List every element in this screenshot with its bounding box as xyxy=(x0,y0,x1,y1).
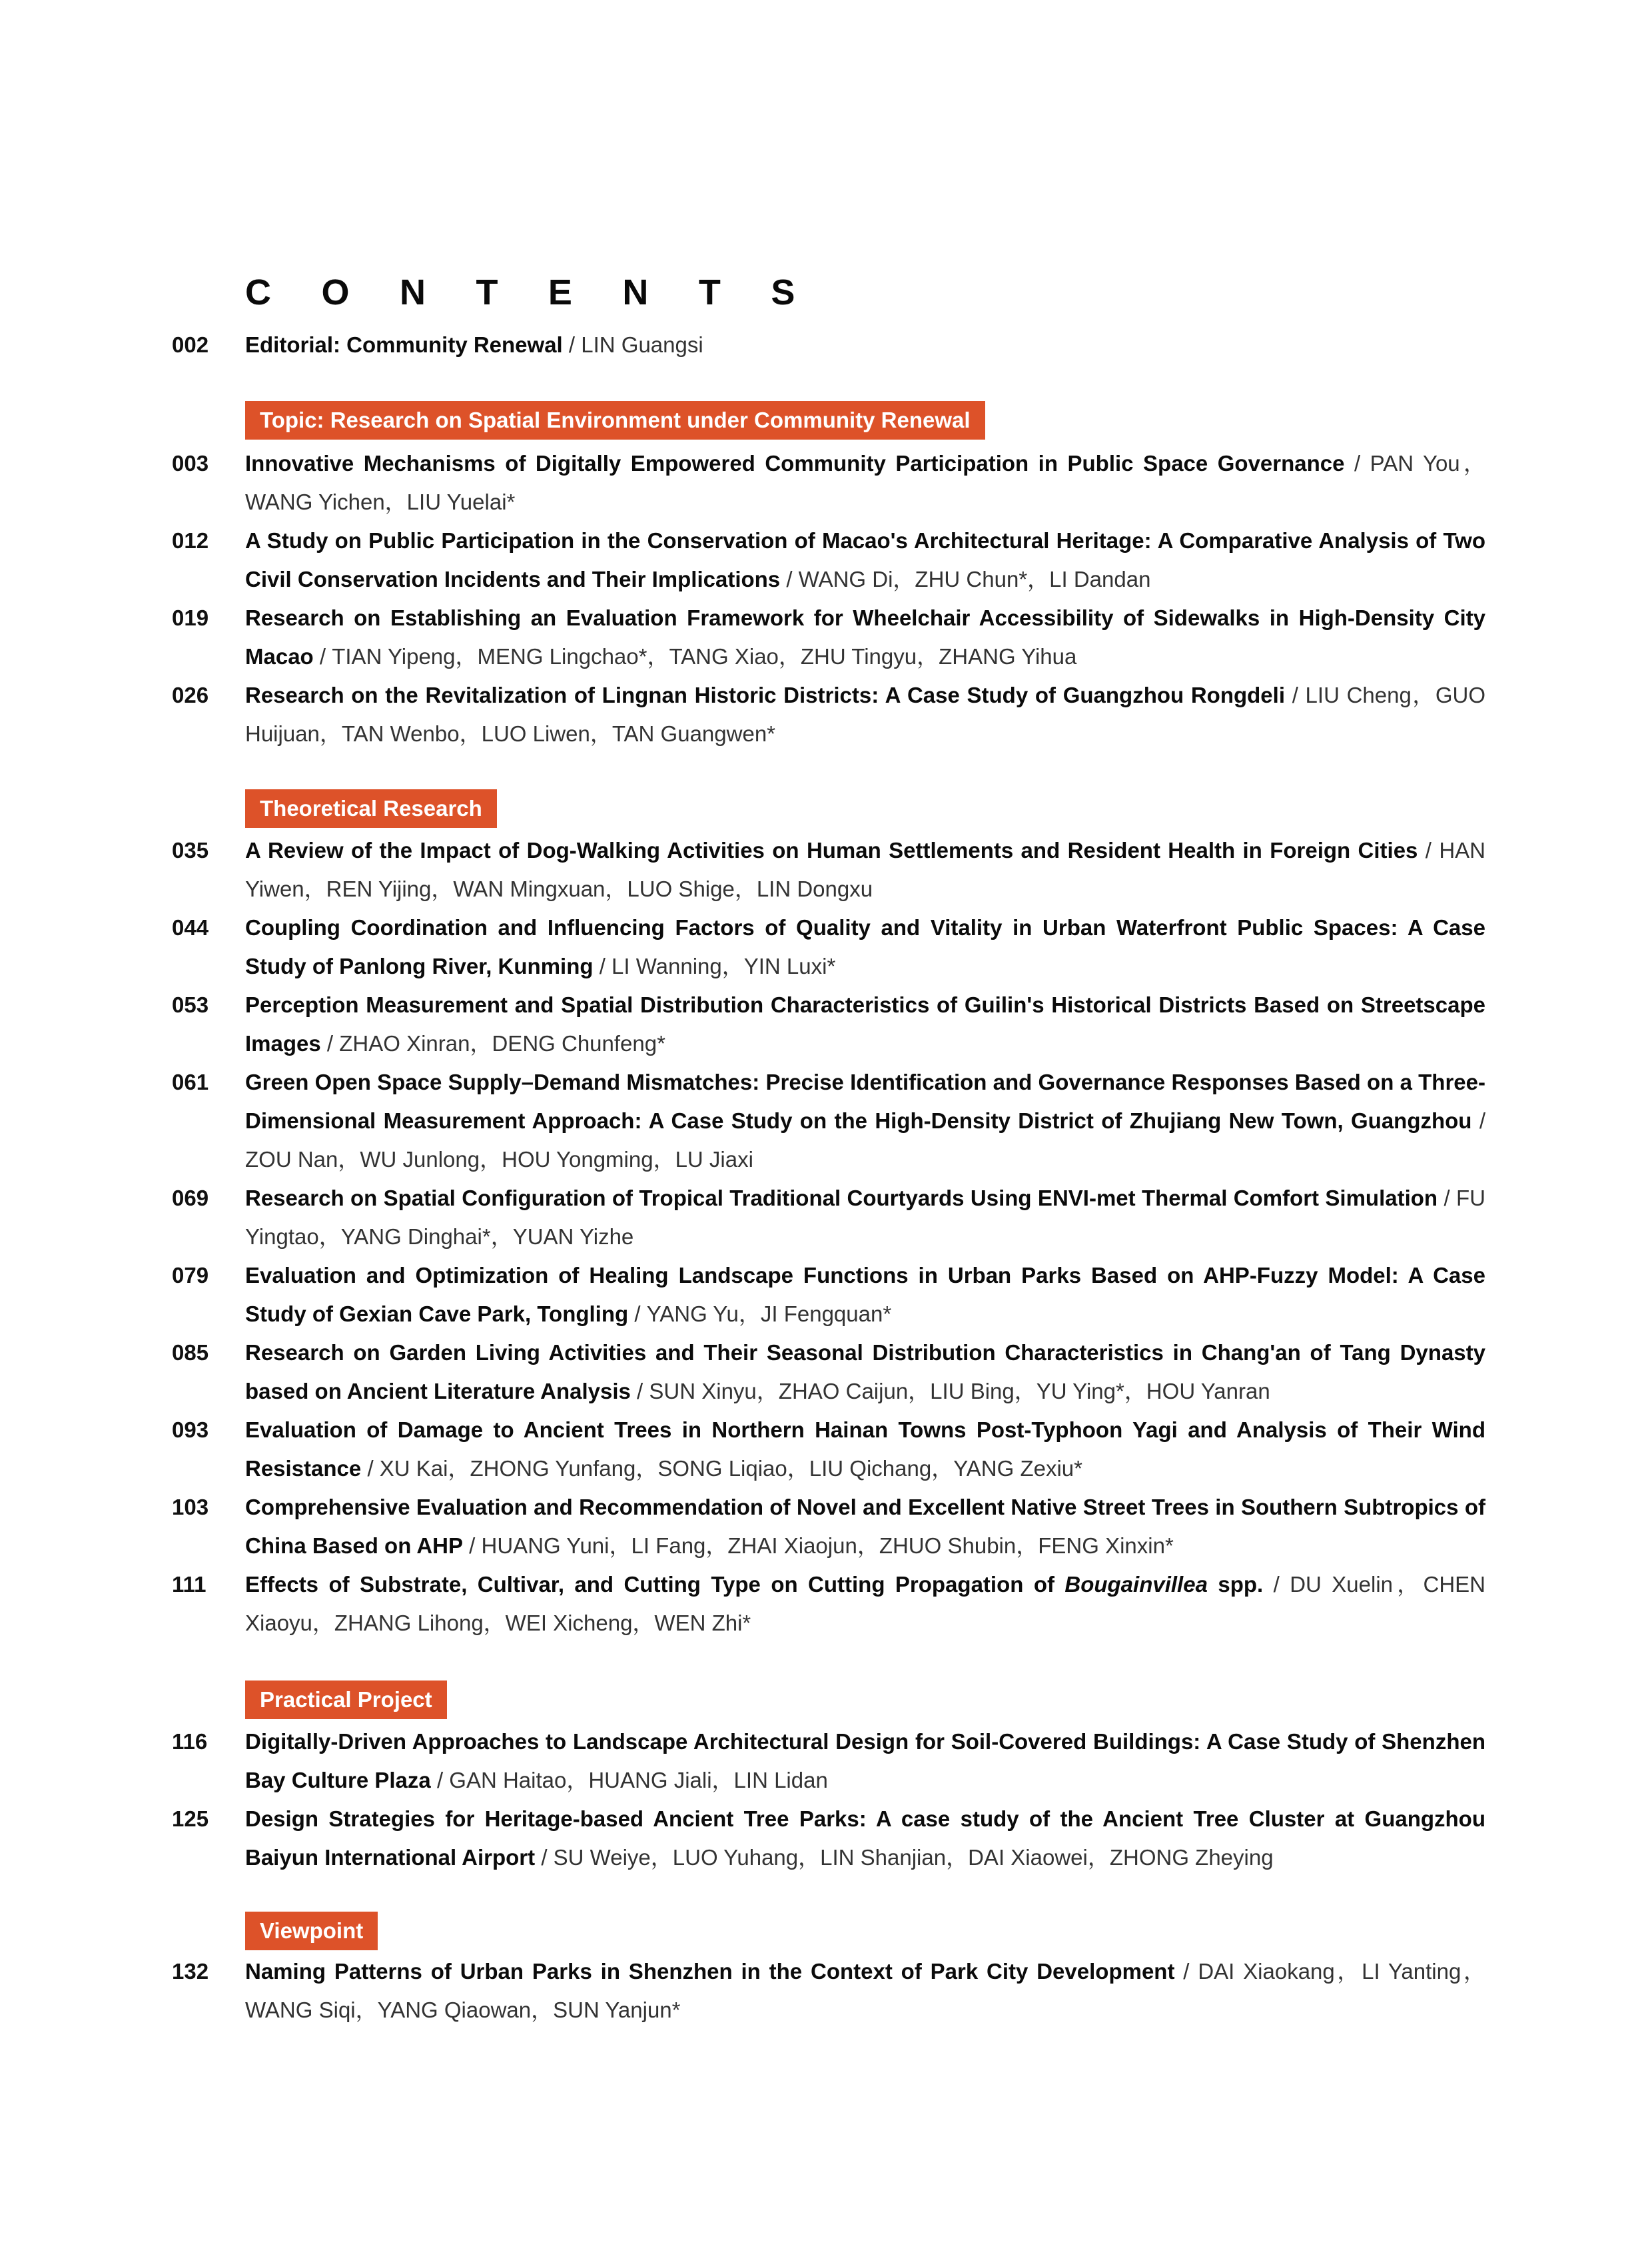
entry-body xyxy=(245,522,1485,599)
entry-title: Evaluation of Damage to Ancient Trees in Northern Hainan Towns Post-Typhoon Yagi and Analysis of Their Wind Resistance xyxy=(245,1417,1485,1481)
entry-title: A Study on Public Participation in the Conservation of Macao's Architectural Heritage: A Comparative Analysis of Two Civil Conservation Incidents and Their Implications xyxy=(245,528,1485,591)
entry-title: Research on Spatial Configuration of Tropical Traditional Courtyards Using ENVI-met Thermal Comfort Simulation xyxy=(245,1186,1438,1210)
entry-title: Innovative Mechanisms of Digitally Empowered Community Participation in Public Space Governance xyxy=(245,451,1345,476)
separator: / xyxy=(599,954,606,978)
entry-authors: SU Weiye，LUO Yuhang，LIN Shanjian，DAI Xiaowei，ZHONG Zheying xyxy=(553,1845,1274,1870)
entry-authors: DAI Xiaokang，LI Yanting，WANG Siqi，YANG Qiaowan，SUN Yanjun* xyxy=(245,1959,1486,2022)
entry-body xyxy=(245,831,1485,909)
entry-body xyxy=(245,1256,1485,1333)
page-number: 012 xyxy=(172,528,209,553)
entry-body xyxy=(245,986,1485,1063)
page-number: 053 xyxy=(172,992,209,1017)
entry-body xyxy=(245,1179,1485,1256)
entry-authors: ZHAO Xinran，DENG Chunfeng* xyxy=(339,1031,665,1056)
entry-title: Research on the Revitalization of Lingnan Historic Districts: A Case Study of Guangzhou Rongdeli xyxy=(245,683,1285,707)
entry-title: Perception Measurement and Spatial Distribution Characteristics of Guilin's Historical Districts Based on Streetscape Images xyxy=(245,992,1485,1056)
entry-authors: LI Wanning，YIN Luxi* xyxy=(612,954,836,978)
entry-title: Evaluation and Optimization of Healing Landscape Functions in Urban Parks Based on AHP-Fuzzy Model: A Case Study of Gexian Cave Park, Tongling xyxy=(245,1263,1485,1326)
entry-authors: LIN Guangsi xyxy=(581,332,703,357)
page-number: 035 xyxy=(172,838,209,863)
separator: / xyxy=(637,1379,643,1403)
page-number: 103 xyxy=(172,1495,209,1519)
entry-body xyxy=(245,1333,1485,1411)
entry-authors: SUN Xinyu，ZHAO Caijun，LIU Bing，YU Ying*，HOU Yanran xyxy=(649,1379,1270,1403)
entry-authors: FU Yingtao，YANG Dinghai*，YUAN Yizhe xyxy=(245,1186,1485,1249)
page-number: 125 xyxy=(172,1806,209,1831)
separator: / xyxy=(786,567,793,591)
entry-title: Green Open Space Supply–Demand Mismatches: Precise Identification and Governance Responses Based on a Three-Dimensional Measurement Approach: A Case Study on the High-Density District of Zhujiang New Town, Guangzhou xyxy=(245,1070,1485,1133)
entry-body xyxy=(245,1952,1485,2030)
separator: / xyxy=(469,1533,476,1558)
entry-title: Research on Establishing an Evaluation Framework for Wheelchair Accessibility of Sidewalks in High-Density City Macao xyxy=(245,605,1485,669)
page-title: C O N T E N T S xyxy=(245,272,815,312)
section-banner-topic: Topic: Research on Spatial Environment under Community Renewal xyxy=(245,401,985,440)
entry-authors: HAN Yiwen，REN Yijing，WAN Mingxuan，LUO Shige，LIN Dongxu xyxy=(245,838,1485,901)
page-number: 061 xyxy=(172,1070,209,1094)
entry-title: Coupling Coordination and Influencing Factors of Quality and Vitality in Urban Waterfront Public Spaces: A Case Study of Panlong River, Kunming xyxy=(245,915,1485,978)
page-number: 132 xyxy=(172,1959,209,1984)
entry-body xyxy=(245,1565,1485,1643)
entry-authors: LIU Cheng，GUO Huijuan，TAN Wenbo，LUO Liwen，TAN Guangwen* xyxy=(245,683,1486,746)
entry-title: Comprehensive Evaluation and Recommendation of Novel and Excellent Native Street Trees in Southern Subtropics of China Based on AHP xyxy=(245,1495,1485,1558)
separator: / xyxy=(436,1768,444,1792)
separator: / xyxy=(367,1456,374,1481)
entry-body xyxy=(245,326,1485,364)
entry-authors: TIAN Yipeng，MENG Lingchao*，TANG Xiao，ZHU Tingyu，ZHANG Yihua xyxy=(332,644,1077,669)
entry-title-species: Bougainvillea xyxy=(1064,1572,1208,1597)
entry-body xyxy=(245,1722,1485,1800)
page-number: 044 xyxy=(172,915,209,940)
page-number: 111 xyxy=(172,1572,206,1597)
separator: / xyxy=(568,332,576,357)
page-number: 079 xyxy=(172,1263,209,1288)
entry-title: Design Strategies for Heritage-based Ancient Tree Parks: A case study of the Ancient Tree Cluster at Guangzhou Baiyun International Airport xyxy=(245,1806,1485,1870)
separator: / xyxy=(319,644,326,669)
entry-body xyxy=(245,1488,1485,1565)
separator: / xyxy=(1273,1572,1280,1597)
entry-authors: GAN Haitao，HUANG Jiali，LIN Lidan xyxy=(449,1768,828,1792)
entry-body xyxy=(245,909,1485,986)
separator: / xyxy=(1425,838,1432,863)
entry-body xyxy=(245,444,1485,522)
entry-title: Digitally-Driven Approaches to Landscape Architectural Design for Soil-Covered Buildings: A Case Study of Shenzhen Bay Culture Plaza xyxy=(245,1729,1485,1792)
page-number: 069 xyxy=(172,1186,209,1210)
entry-authors: WANG Di，ZHU Chun*，LI Dandan xyxy=(798,567,1151,591)
entry-body xyxy=(245,1063,1485,1179)
entry-authors: PAN You，WANG Yichen，LIU Yuelai* xyxy=(245,451,1485,514)
entry-title-part: Effects of Substrate, Cultivar, and Cutting Type on Cutting Propagation of xyxy=(245,1572,1065,1597)
entry-title: Editorial: Community Renewal xyxy=(245,332,563,357)
entry-authors: XU Kai，ZHONG Yunfang，SONG Liqiao，LIU Qichang，YANG Zexiu* xyxy=(379,1456,1082,1481)
page-number: 002 xyxy=(172,332,209,357)
page-number: 026 xyxy=(172,683,209,707)
section-banner-theoretical-research: Theoretical Research xyxy=(245,789,497,828)
entry-title: A Review of the Impact of Dog-Walking Activities on Human Settlements and Resident Health in Foreign Cities xyxy=(245,838,1418,863)
entry-authors: HUANG Yuni，LI Fang，ZHAI Xiaojun，ZHUO Shubin，FENG Xinxin* xyxy=(481,1533,1174,1558)
separator: / xyxy=(1444,1186,1450,1210)
page-number: 003 xyxy=(172,451,209,476)
entry-body xyxy=(245,1800,1485,1877)
entry-authors: YANG Yu，JI Fengquan* xyxy=(646,1302,892,1326)
section-banner-practical-project: Practical Project xyxy=(245,1681,447,1719)
section-banner-viewpoint: Viewpoint xyxy=(245,1912,378,1950)
separator: / xyxy=(1354,451,1361,476)
entry-body xyxy=(245,599,1485,676)
entry-title: Naming Patterns of Urban Parks in Shenzhen in the Context of Park City Development xyxy=(245,1959,1175,1984)
entry-title xyxy=(245,1572,1263,1597)
page-number: 019 xyxy=(172,605,209,630)
separator: / xyxy=(1479,1108,1486,1133)
separator: / xyxy=(1183,1959,1190,1984)
entry-title: Research on Garden Living Activities and Their Seasonal Distribution Characteristics in Chang'an of Tang Dynasty based on Ancient Literature Analysis xyxy=(245,1340,1485,1403)
page-number: 116 xyxy=(172,1729,208,1754)
page-number: 093 xyxy=(172,1417,209,1442)
separator: / xyxy=(541,1845,548,1870)
separator: / xyxy=(634,1302,641,1326)
entry-body xyxy=(245,676,1485,753)
entry-title-part: spp. xyxy=(1207,1572,1264,1597)
separator: / xyxy=(1292,683,1298,707)
page-number: 085 xyxy=(172,1340,209,1365)
separator: / xyxy=(326,1031,334,1056)
entry-authors: ZOU Nan，WU Junlong，HOU Yongming，LU Jiaxi xyxy=(245,1147,753,1172)
entry-body xyxy=(245,1411,1485,1488)
entry-authors: DU Xuelin，CHEN Xiaoyu，ZHANG Lihong，WEI Xicheng，WEN Zhi* xyxy=(245,1572,1485,1635)
